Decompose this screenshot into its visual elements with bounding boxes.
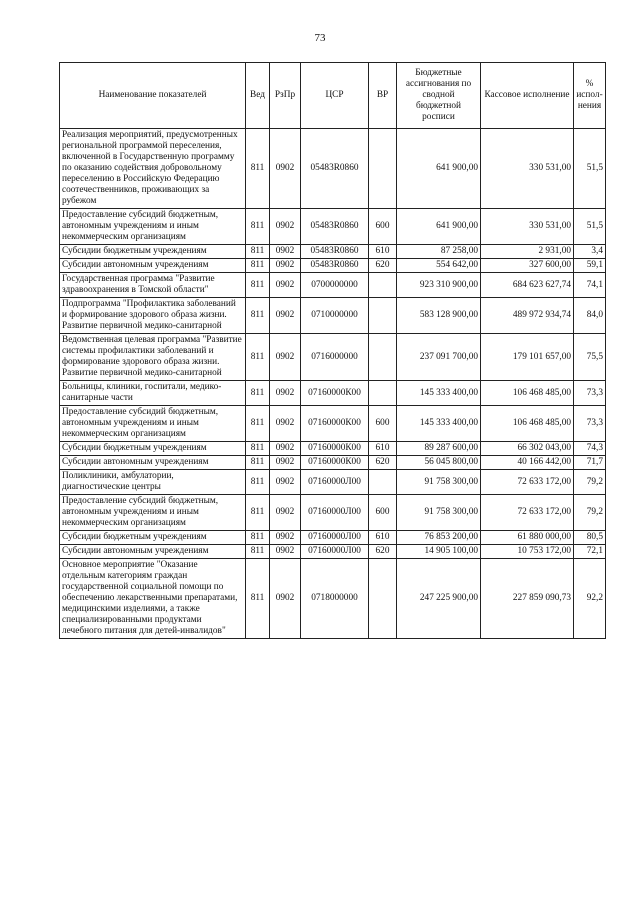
row-assign: 145 333 400,00	[397, 406, 481, 442]
row-vr: 600	[369, 406, 397, 442]
row-rzpr: 0902	[270, 406, 301, 442]
row-pct: 74,3	[574, 442, 606, 456]
header-pct: % испол-нения	[574, 63, 606, 129]
row-rzpr: 0902	[270, 245, 301, 259]
row-cash: 10 753 172,00	[481, 545, 574, 559]
row-assign: 237 091 700,00	[397, 334, 481, 381]
row-assign: 14 905 100,00	[397, 545, 481, 559]
row-rzpr: 0902	[270, 273, 301, 298]
row-ved: 811	[246, 531, 270, 545]
row-rzpr: 0902	[270, 259, 301, 273]
row-ved: 811	[246, 334, 270, 381]
row-rzpr: 0902	[270, 531, 301, 545]
row-cash: 179 101 657,00	[481, 334, 574, 381]
row-rzpr: 0902	[270, 298, 301, 334]
row-name: Основное мероприятие "Оказание отдельным категориям граждан государственной социальной помощи по обеспечению лекарственными препаратами, медицинскими изделиями, а также специализированными продуктами лечебного питания для детей-инвалидов"	[60, 559, 246, 639]
row-pct: 51,5	[574, 209, 606, 245]
table-row	[60, 495, 606, 531]
row-name: Субсидии бюджетным учреждениям	[60, 442, 246, 456]
row-vr: 600	[369, 495, 397, 531]
row-vr: 620	[369, 259, 397, 273]
row-assign: 583 128 900,00	[397, 298, 481, 334]
row-ved: 811	[246, 259, 270, 273]
row-cash: 330 531,00	[481, 129, 574, 209]
row-pct: 80,5	[574, 531, 606, 545]
row-csr: 0716000000	[301, 334, 369, 381]
header-rzpr: РзПр	[270, 63, 301, 129]
row-cash: 489 972 934,74	[481, 298, 574, 334]
row-rzpr: 0902	[270, 559, 301, 639]
row-vr: 610	[369, 442, 397, 456]
row-pct: 75,5	[574, 334, 606, 381]
row-csr: 0718000000	[301, 559, 369, 639]
row-assign: 641 900,00	[397, 209, 481, 245]
row-cash: 72 633 172,00	[481, 470, 574, 495]
table-row	[60, 531, 606, 545]
row-ved: 811	[246, 545, 270, 559]
table-row	[60, 298, 606, 334]
row-vr: 600	[369, 209, 397, 245]
row-cash: 684 623 627,74	[481, 273, 574, 298]
row-vr: 620	[369, 456, 397, 470]
row-vr	[369, 129, 397, 209]
table-row	[60, 559, 606, 639]
row-vr: 610	[369, 531, 397, 545]
row-rzpr: 0902	[270, 442, 301, 456]
row-vr: 620	[369, 545, 397, 559]
row-ved: 811	[246, 129, 270, 209]
table-row	[60, 129, 606, 209]
row-vr	[369, 470, 397, 495]
row-assign: 91 758 300,00	[397, 495, 481, 531]
row-name: Ведомственная целевая программа "Развитие системы профилактики заболеваний и формирование здорового образа жизни. Развитие первичной медико-санитарной	[60, 334, 246, 381]
row-ved: 811	[246, 470, 270, 495]
row-rzpr: 0902	[270, 456, 301, 470]
table-row	[60, 381, 606, 406]
table-row	[60, 259, 606, 273]
table-row	[60, 545, 606, 559]
row-csr: 07160000К00	[301, 381, 369, 406]
row-rzpr: 0902	[270, 495, 301, 531]
row-rzpr: 0902	[270, 209, 301, 245]
row-pct: 72,1	[574, 545, 606, 559]
row-name: Субсидии бюджетным учреждениям	[60, 531, 246, 545]
row-name: Предоставление субсидий бюджетным, автономным учреждениям и иным некоммерческим организациям	[60, 495, 246, 531]
row-assign: 923 310 900,00	[397, 273, 481, 298]
header-ved: Вед	[246, 63, 270, 129]
table-row	[60, 470, 606, 495]
row-csr: 0710000000	[301, 298, 369, 334]
row-vr	[369, 298, 397, 334]
row-csr: 07160000Л00	[301, 545, 369, 559]
row-assign: 87 258,00	[397, 245, 481, 259]
row-name: Субсидии автономным учреждениям	[60, 259, 246, 273]
row-vr	[369, 273, 397, 298]
row-pct: 73,3	[574, 381, 606, 406]
row-csr: 07160000К00	[301, 456, 369, 470]
row-cash: 72 633 172,00	[481, 495, 574, 531]
table-row	[60, 442, 606, 456]
row-cash: 40 166 442,00	[481, 456, 574, 470]
row-csr: 05483R0860	[301, 209, 369, 245]
row-name: Субсидии бюджетным учреждениям	[60, 245, 246, 259]
row-name: Больницы, клиники, госпитали, медико-санитарные части	[60, 381, 246, 406]
table-body	[60, 129, 606, 639]
header-assign: Бюджетные ассигнования по сводной бюджетной росписи	[397, 63, 481, 129]
row-name: Реализация мероприятий, предусмотренных региональной программой переселения, включенной в Государственную программу по оказанию содействия добровольному переселению в Российскую Федерацию соотечественников, проживающих за рубежом	[60, 129, 246, 209]
row-assign: 554 642,00	[397, 259, 481, 273]
page-number: 73	[314, 32, 326, 44]
row-pct: 79,2	[574, 470, 606, 495]
row-ved: 811	[246, 381, 270, 406]
budget-table	[59, 62, 606, 639]
row-ved: 811	[246, 209, 270, 245]
row-ved: 811	[246, 298, 270, 334]
row-rzpr: 0902	[270, 545, 301, 559]
table-row	[60, 273, 606, 298]
row-pct: 73,3	[574, 406, 606, 442]
row-rzpr: 0902	[270, 334, 301, 381]
row-vr	[369, 559, 397, 639]
row-csr: 05483R0860	[301, 245, 369, 259]
row-ved: 811	[246, 273, 270, 298]
row-assign: 247 225 900,00	[397, 559, 481, 639]
row-pct: 59,1	[574, 259, 606, 273]
row-cash: 327 600,00	[481, 259, 574, 273]
row-csr: 07160000К00	[301, 442, 369, 456]
table-header-row	[60, 63, 606, 129]
table-row	[60, 406, 606, 442]
header-name: Наименование показателей	[60, 63, 246, 129]
table-row	[60, 456, 606, 470]
row-pct: 3,4	[574, 245, 606, 259]
header-cash: Кассовое исполнение	[481, 63, 574, 129]
row-csr: 07160000Л00	[301, 495, 369, 531]
row-rzpr: 0902	[270, 470, 301, 495]
table-row	[60, 334, 606, 381]
row-pct: 74,1	[574, 273, 606, 298]
row-ved: 811	[246, 559, 270, 639]
row-rzpr: 0902	[270, 129, 301, 209]
row-cash: 106 468 485,00	[481, 381, 574, 406]
row-ved: 811	[246, 406, 270, 442]
row-name: Субсидии автономным учреждениям	[60, 545, 246, 559]
row-csr: 07160000К00	[301, 406, 369, 442]
row-ved: 811	[246, 456, 270, 470]
row-cash: 227 859 090,73	[481, 559, 574, 639]
row-assign: 89 287 600,00	[397, 442, 481, 456]
row-csr: 05483R0860	[301, 129, 369, 209]
row-vr: 610	[369, 245, 397, 259]
table-row	[60, 245, 606, 259]
row-pct: 79,2	[574, 495, 606, 531]
row-assign: 76 853 200,00	[397, 531, 481, 545]
row-name: Поликлиники, амбулатории, диагностические центры	[60, 470, 246, 495]
row-cash: 106 468 485,00	[481, 406, 574, 442]
header-csr: ЦСР	[301, 63, 369, 129]
row-csr: 07160000Л00	[301, 531, 369, 545]
row-rzpr: 0902	[270, 381, 301, 406]
row-cash: 2 931,00	[481, 245, 574, 259]
row-assign: 91 758 300,00	[397, 470, 481, 495]
row-cash: 66 302 043,00	[481, 442, 574, 456]
row-assign: 145 333 400,00	[397, 381, 481, 406]
row-csr: 07160000Л00	[301, 470, 369, 495]
row-pct: 92,2	[574, 559, 606, 639]
row-assign: 641 900,00	[397, 129, 481, 209]
row-csr: 0700000000	[301, 273, 369, 298]
row-vr	[369, 381, 397, 406]
header-vr: ВР	[369, 63, 397, 129]
row-cash: 61 880 000,00	[481, 531, 574, 545]
row-pct: 51,5	[574, 129, 606, 209]
row-pct: 84,0	[574, 298, 606, 334]
row-assign: 56 045 800,00	[397, 456, 481, 470]
row-csr: 05483R0860	[301, 259, 369, 273]
row-ved: 811	[246, 245, 270, 259]
row-name: Подпрограмма "Профилактика заболеваний и формирование здорового образа жизни. Развитие первичной медико-санитарной	[60, 298, 246, 334]
row-name: Субсидии автономным учреждениям	[60, 456, 246, 470]
row-name: Предоставление субсидий бюджетным, автономным учреждениям и иным некоммерческим организациям	[60, 406, 246, 442]
row-name: Государственная программа "Развитие здравоохранения в Томской области"	[60, 273, 246, 298]
row-pct: 71,7	[574, 456, 606, 470]
row-cash: 330 531,00	[481, 209, 574, 245]
table-row	[60, 209, 606, 245]
row-name: Предоставление субсидий бюджетным, автономным учреждениям и иным некоммерческим организациям	[60, 209, 246, 245]
row-ved: 811	[246, 495, 270, 531]
row-ved: 811	[246, 442, 270, 456]
row-vr	[369, 334, 397, 381]
